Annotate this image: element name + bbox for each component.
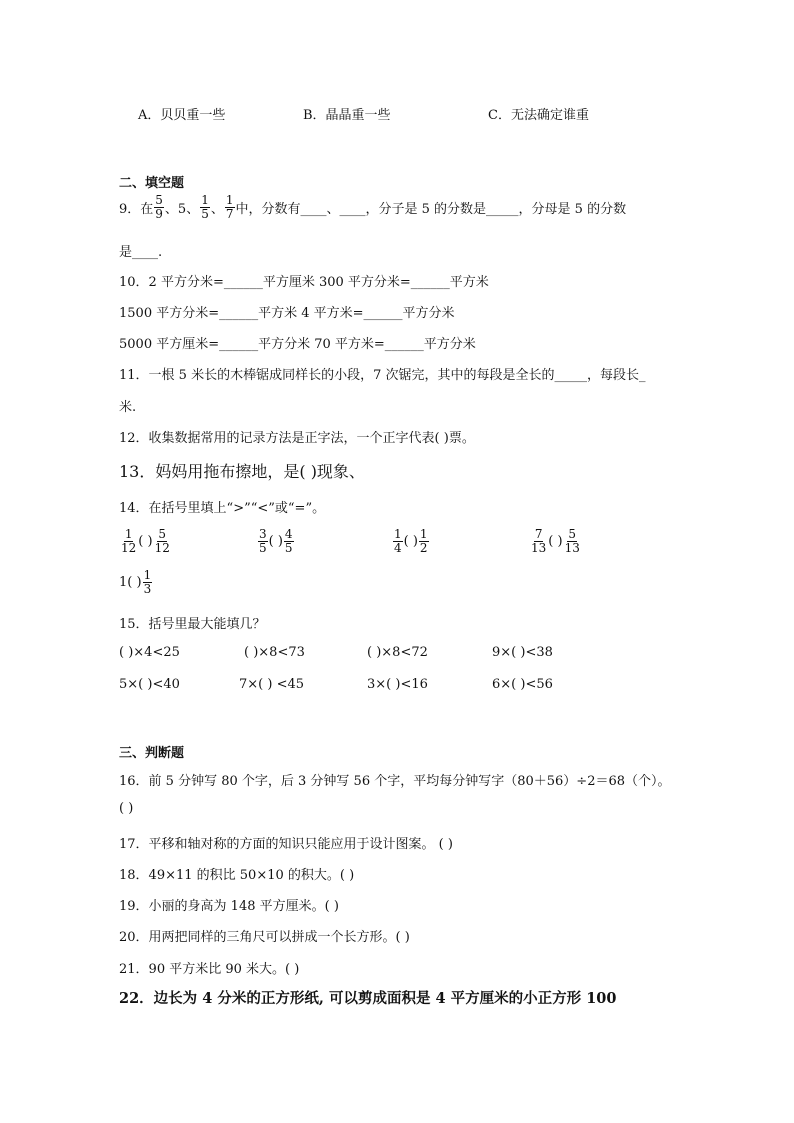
question-22: 22．边长为 4 分米的正方形纸, 可以剪成面积是 4 平方厘米的小正方形 100 [119, 990, 617, 1007]
q9-num: 9．在 [119, 202, 154, 217]
q9-rest: 中，分数有____、____，分子是 5 的分数是_____，分母是 5 的分数 [235, 202, 627, 217]
answer-paren: ( ) [127, 575, 142, 590]
question-16-line1: 16．前 5 分钟写 80 个字，后 3 分钟写 56 个字，平均每分钟写字（80＋56）÷2＝68（个）。 [119, 774, 671, 789]
comparison-item: $\frac{1}{12}$ ( ) $\frac{5}{12}$ [121, 527, 170, 555]
section-true-false-title: 三、判断题 [119, 746, 185, 761]
question-14-title: 14．在括号里填上“>”“<”或“=”。 [119, 501, 326, 516]
choice-c: C．无法确定谁重 [488, 108, 589, 123]
comparison-item: $\frac{1}{4}$ ( ) $\frac{1}{2}$ [394, 527, 428, 555]
q15-row2-item: 6×( )<56 [492, 677, 553, 692]
q15-row1-item: ( )×8<73 [244, 645, 305, 660]
question-15-title: 15．括号里最大能填几？ [119, 617, 266, 632]
question-11-line2: 米. [119, 400, 137, 415]
question-10-line2: 1500 平方分米=______平方米 4 平方米=______平方分米 [119, 306, 455, 321]
choice-a: A．贝贝重一些 [138, 108, 226, 123]
q15-row1-item: 9×( )<38 [492, 645, 553, 660]
question-20: 20．用两把同样的三角尺可以拼成一个长方形。( ) [119, 930, 410, 945]
answer-paren: ( ) [268, 534, 283, 549]
fraction: $\frac{1}{5}$ [201, 193, 209, 221]
comparison-item: $\frac{3}{5}$ ( ) $\frac{4}{5}$ [259, 527, 293, 555]
q15-row2-item: 5×( )<40 [119, 677, 180, 692]
question-13: 13．妈妈用拖布擦地，是( )现象、 [119, 462, 365, 481]
comparison-item: $\frac{7}{13}$ ( ) $\frac{5}{13}$ [531, 527, 580, 555]
section-fill-blank-title: 二、填空题 [119, 176, 185, 191]
q15-row2-item: 3×( )<16 [367, 677, 428, 692]
answer-paren: ( ) [548, 534, 563, 549]
q15-row1-item: ( )×4<25 [119, 645, 180, 660]
q15-row2-item: 7×( ) <45 [239, 677, 305, 692]
question-14-row2 [119, 569, 153, 596]
question-14-row1 [119, 528, 679, 562]
question-11-line1: 11．一根 5 米长的木棒锯成同样长的小段，7 次锯完，其中的每段是全长的_____，每段长_ [119, 368, 646, 383]
question-18: 18．49×11 的积比 50×10 的积大。( ) [119, 868, 355, 883]
question-16-line2: ( ) [119, 801, 134, 816]
comparison-left: 1 [119, 575, 128, 590]
question-10-line1: 10．2 平方分米=______平方厘米 300 平方分米=______平方米 [119, 275, 489, 290]
question-19: 19．小丽的身高为 148 平方厘米。( ) [119, 899, 339, 914]
question-17: 17．平移和轴对称的方面的知识只能应用于设计图案。 ( ) [119, 837, 453, 852]
fraction: $\frac{1}{3}$ [143, 568, 152, 596]
question-12: 12．收集数据常用的记录方法是正字法，一个正字代表( )票。 [119, 431, 475, 446]
choice-b: B．晶晶重一些 [303, 108, 391, 123]
q15-row1-item: ( )×8<72 [367, 645, 428, 660]
question-9-line2: 是____. [119, 245, 163, 260]
q9-sep: 、5、 [164, 202, 200, 217]
fraction: $\frac{1}{7}$ [225, 193, 234, 221]
question-21: 21．90 平方米比 90 米大。( ) [119, 962, 300, 977]
answer-paren: ( ) [138, 534, 153, 549]
q9-sep: 、 [210, 202, 224, 217]
question-10-line3: 5000 平方厘米=______平方分米 70 平方米=______平方分米 [119, 337, 476, 352]
fraction: $\frac{5}{9}$ [155, 193, 163, 221]
question-9-line1 [119, 194, 626, 221]
answer-paren: ( ) [403, 534, 418, 549]
